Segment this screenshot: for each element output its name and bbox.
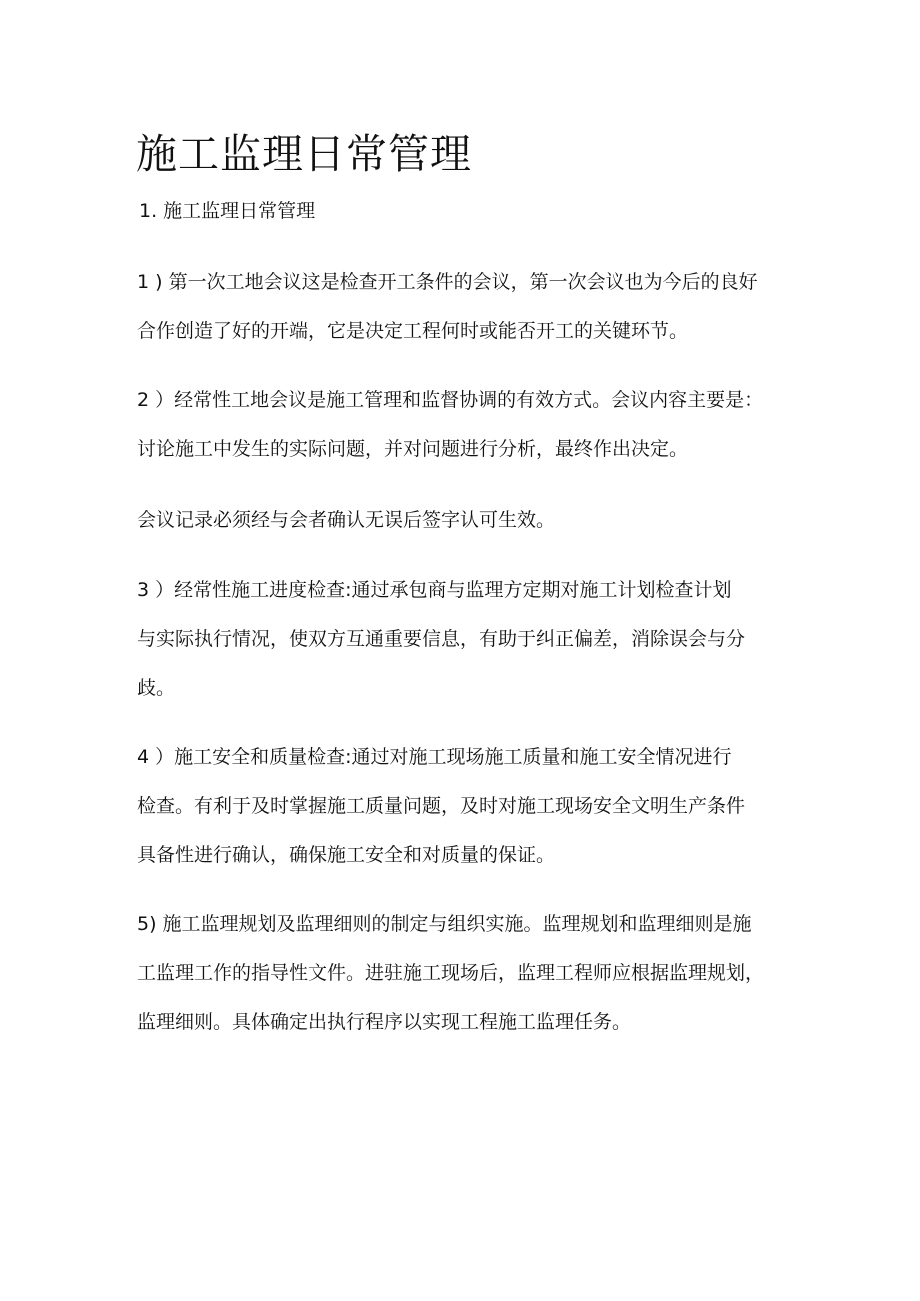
text-line: 歧。 [137, 677, 176, 699]
text-line: 与实际执行情况，使双方互通重要信息，有助于纠正偏差，消除误会与分 [137, 628, 746, 650]
text-line: 2 ）经常性工地会议是施工管理和监督协调的有效方式。会议内容主要是： [137, 389, 764, 411]
text-line: 3 ）经常性施工进度检查:通过承包商与监理方定期对施工计划检查计划 [137, 579, 732, 601]
section-heading: 1. 施工监理日常管理 [139, 200, 316, 222]
text-line: 检查。有利于及时掌握施工质量问题，及时对施工现场安全文明生产条件 [137, 795, 746, 817]
text-line: 讨论施工中发生的实际问题，并对问题进行分析，最终作出决定。 [137, 438, 689, 460]
text-line: 1 ) 第一次工地会议这是检查开工条件的会议，第一次会议也为今后的良好 [137, 271, 758, 293]
text-line: 4 ）施工安全和质量检查:通过对施工现场施工质量和施工安全情况进行 [137, 746, 732, 768]
text-line: 5) 施工监理规划及监理细则的制定与组织实施。监理规划和监理细则是施 [137, 913, 752, 935]
text-line: 具备性进行确认，确保施工安全和对质量的保证。 [137, 844, 556, 866]
text-line: 会议记录必须经与会者确认无误后签字认可生效。 [137, 509, 556, 531]
text-line: 工监理工作的指导性文件。进驻施工现场后，监理工程师应根据监理规划， [137, 962, 765, 984]
text-line: 合作创造了好的开端，它是决定工程何时或能否开工的关键环节。 [137, 320, 689, 342]
text-line: 监理细则。具体确定出执行程序以实现工程施工监理任务。 [137, 1011, 632, 1033]
document-title: 施工监理日常管理 [136, 130, 472, 178]
